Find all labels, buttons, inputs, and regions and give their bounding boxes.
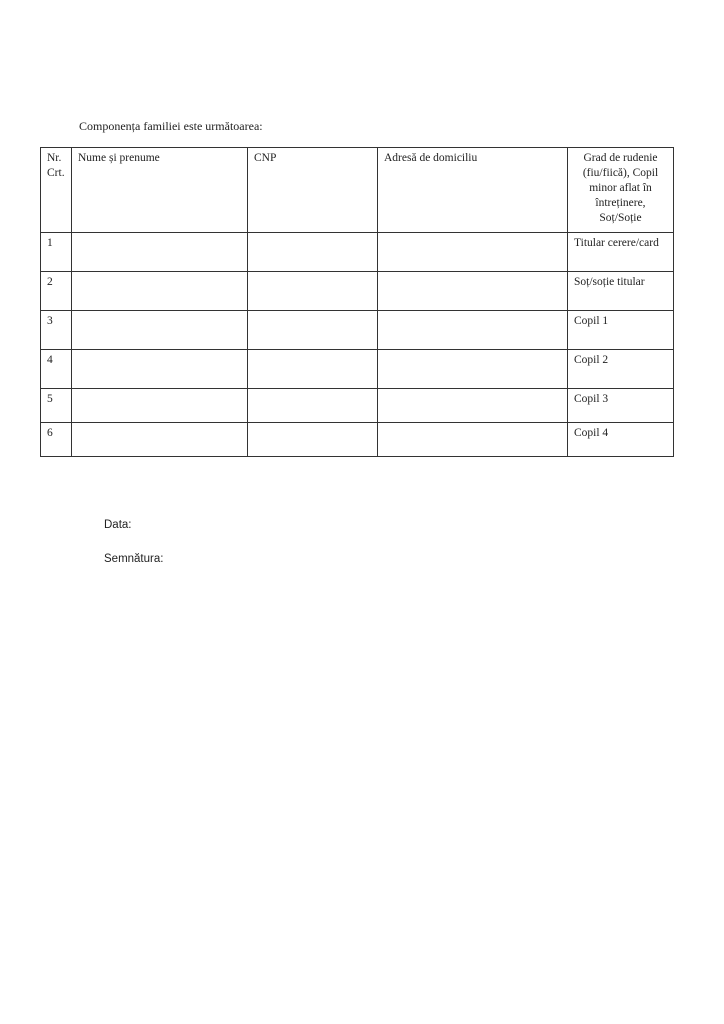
cell-relation: Copil 1 <box>568 311 674 350</box>
intro-text: Componența familiei este următoarea: <box>79 119 263 133</box>
header-cnp: CNP <box>248 148 378 233</box>
cell-address[interactable] <box>378 389 568 423</box>
cell-cnp[interactable] <box>248 423 378 457</box>
cell-name[interactable] <box>72 311 248 350</box>
cell-relation: Copil 3 <box>568 389 674 423</box>
cell-name[interactable] <box>72 423 248 457</box>
date-label: Data: <box>104 519 132 531</box>
cell-cnp[interactable] <box>248 233 378 272</box>
family-members-table <box>40 147 674 457</box>
cell-address[interactable] <box>378 311 568 350</box>
table-row <box>41 311 674 350</box>
cell-cnp[interactable] <box>248 311 378 350</box>
header-nr: Nr. Crt. <box>41 148 72 233</box>
cell-relation: Soț/soție titular <box>568 272 674 311</box>
cell-nr: 2 <box>41 272 72 311</box>
cell-cnp[interactable] <box>248 389 378 423</box>
cell-nr: 5 <box>41 389 72 423</box>
cell-address[interactable] <box>378 233 568 272</box>
cell-nr: 1 <box>41 233 72 272</box>
cell-address[interactable] <box>378 272 568 311</box>
cell-address[interactable] <box>378 423 568 457</box>
table-header-row <box>41 148 674 233</box>
cell-relation: Copil 4 <box>568 423 674 457</box>
cell-relation: Titular cerere/card <box>568 233 674 272</box>
cell-address[interactable] <box>378 350 568 389</box>
header-address: Adresă de domiciliu <box>378 148 568 233</box>
cell-name[interactable] <box>72 233 248 272</box>
cell-nr: 4 <box>41 350 72 389</box>
table-row <box>41 350 674 389</box>
header-name: Nume și prenume <box>72 148 248 233</box>
cell-nr: 6 <box>41 423 72 457</box>
signature-label: Semnătura: <box>104 553 164 565</box>
cell-name[interactable] <box>72 272 248 311</box>
cell-name[interactable] <box>72 350 248 389</box>
table-row <box>41 389 674 423</box>
cell-nr: 3 <box>41 311 72 350</box>
table-row <box>41 423 674 457</box>
header-relation: Grad de rudenie (fiu/fiică), Copil minor aflat în întreținere, Soț/Soție <box>568 148 674 233</box>
table-row <box>41 272 674 311</box>
cell-cnp[interactable] <box>248 350 378 389</box>
cell-relation: Copil 2 <box>568 350 674 389</box>
cell-cnp[interactable] <box>248 272 378 311</box>
cell-name[interactable] <box>72 389 248 423</box>
table-row <box>41 233 674 272</box>
